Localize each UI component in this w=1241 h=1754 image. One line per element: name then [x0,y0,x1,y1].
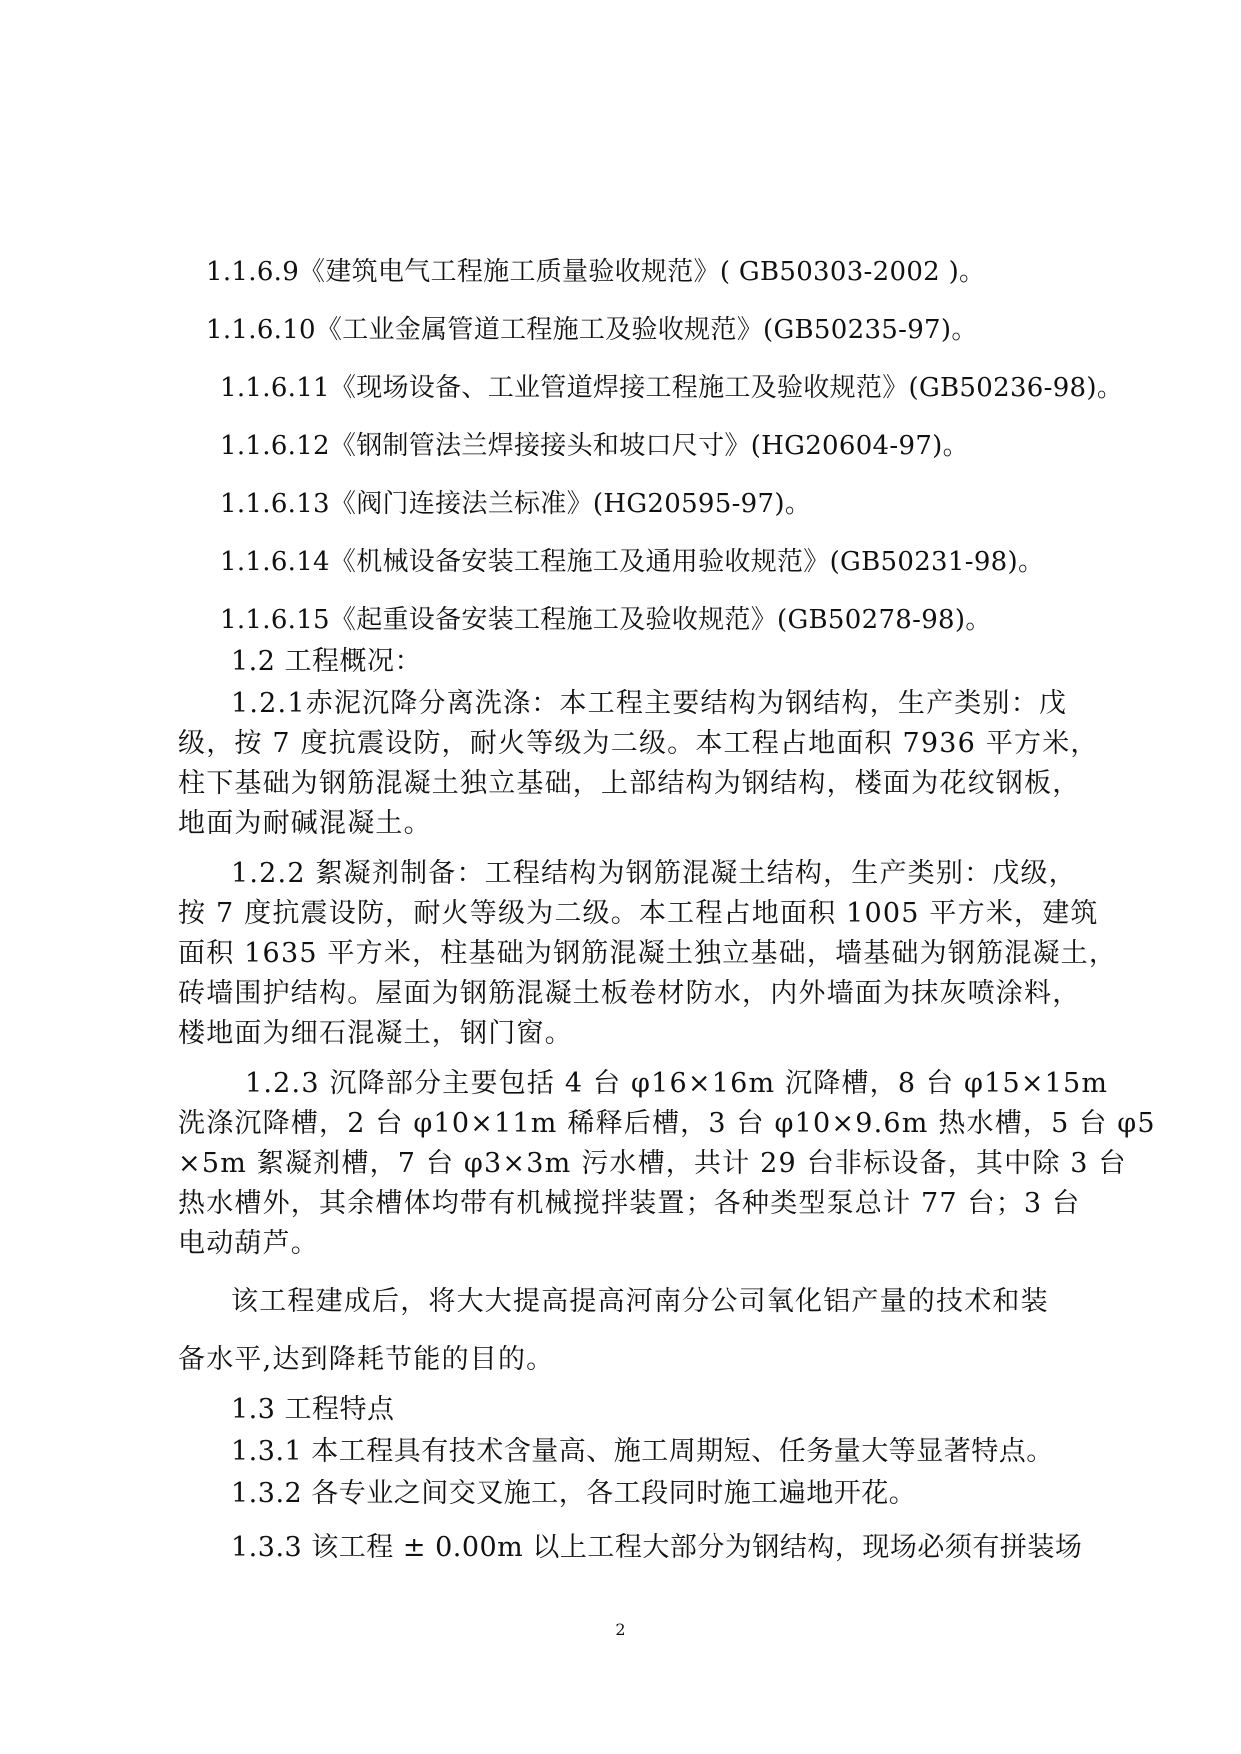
paragraph-line: 备水平,达到降耗节能的目的。 [178,1344,555,1375]
paragraph-line: 砖墙围护结构。屋面为钢筋混凝土板卷材防水，内外墙面为抹灰喷涂料， [178,978,1081,1009]
paragraph-line: 楼地面为细石混凝土，钢门窗。 [178,1018,573,1049]
paragraph-line: 面积 1635 平方米，柱基础为钢筋混凝土独立基础，墙基础为钢筋混凝土， [178,938,1118,969]
reference-item: 1.1.6.14《机械设备安装工程施工及通用验收规范》(GB50231-98)。 [220,547,1045,577]
paragraph-line: 洗涤沉降槽，2 台 φ10×11m 稀释后槽，3 台 φ10×9.6m 热水槽，5 台 φ5 [178,1108,1156,1139]
reference-item: 1.1.6.9《建筑电气工程施工质量验收规范》( GB50303-2002 )。 [206,257,986,287]
paragraph-line: 柱下基础为钢筋混凝土独立基础，上部结构为钢结构，楼面为花纹钢板， [178,768,1081,799]
section-heading-1-2: 1.2 工程概况： [231,646,423,677]
reference-item: 1.1.6.13《阀门连接法兰标准》(HG20595-97)。 [220,489,812,519]
paragraph-line: 1.2.1赤泥沉降分离洗涤：本工程主要结构为钢结构，生产类别：戊 [231,688,1068,719]
reference-item: 1.1.6.10《工业金属管道工程施工及验收规范》(GB50235-97)。 [206,315,978,345]
feature-item: 1.3.3 该工程 ± 0.00m 以上工程大部分为钢结构，现场必须有拼装场 [231,1532,1083,1563]
reference-item: 1.1.6.11《现场设备、工业管道焊接工程施工及验收规范》(GB50236-98)。 [220,373,1124,403]
section-heading-1-3: 1.3 工程特点 [231,1394,395,1425]
paragraph-line: 按 7 度抗震设防，耐火等级为二级。本工程占地面积 1005 平方米，建筑 [178,898,1099,929]
feature-item: 1.3.2 各专业之间交叉施工，各工段同时施工遍地开花。 [231,1478,917,1509]
page-number: 2 [615,1620,626,1639]
paragraph-line: 电动葫芦。 [178,1228,319,1259]
feature-item: 1.3.1 本工程具有技术含量高、施工周期短、任务量大等显著特点。 [231,1436,1054,1467]
paragraph-line: 1.2.3 沉降部分主要包括 4 台 φ16×16m 沉降槽，8 台 φ15×15m [245,1068,1109,1099]
reference-item: 1.1.6.15《起重设备安装工程施工及验收规范》(GB50278-98)。 [220,605,992,635]
paragraph-line: 级，按 7 度抗震设防，耐火等级为二级。本工程占地面积 7936 平方米， [178,728,1099,759]
reference-item: 1.1.6.12《钢制管法兰焊接接头和坡口尺寸》(HG20604-97)。 [220,431,969,461]
paragraph-line: 热水槽外，其余槽体均带有机械搅拌装置；各种类型泵总计 77 台；3 台 [178,1188,1081,1219]
paragraph-line: 地面为耐碱混凝土。 [178,808,432,839]
paragraph-line: 该工程建成后，将大大提高提高河南分公司氧化铝产量的技术和装 [231,1286,1049,1317]
paragraph-line: ×5m 絮凝剂槽，7 台 φ3×3m 污水槽，共计 29 台非标设备，其中除 3 台 [178,1148,1127,1179]
paragraph-line: 1.2.2 絮凝剂制备：工程结构为钢筋混凝土结构，生产类别：戊级， [231,858,1077,889]
